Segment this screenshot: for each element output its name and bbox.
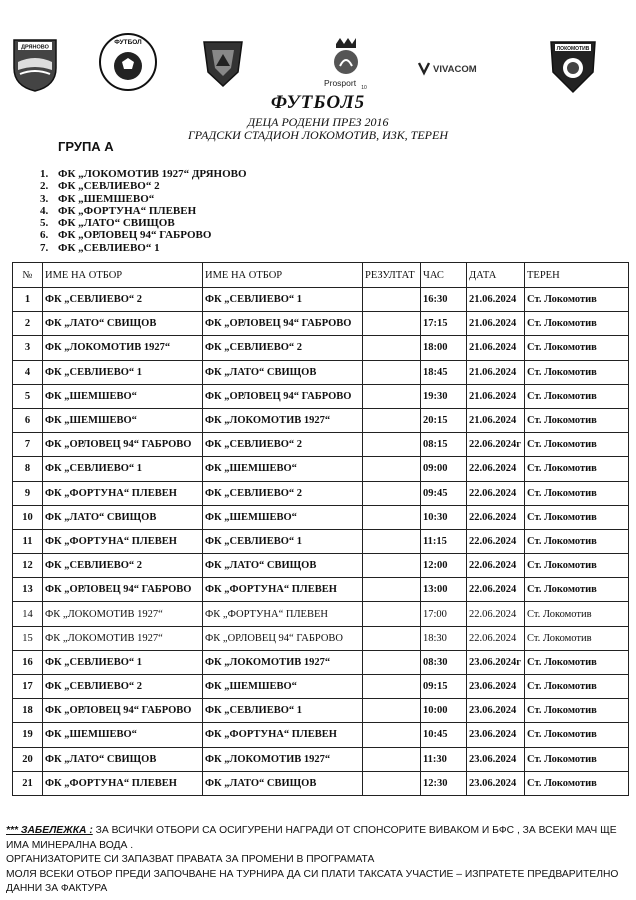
match-date: 22.06.2024г: [467, 433, 525, 457]
team-list-item: [40, 193, 247, 205]
match-venue: Ст. Локомотив: [525, 699, 629, 723]
match-venue: Ст. Локомотив: [525, 505, 629, 529]
match-venue: Ст. Локомотив: [525, 433, 629, 457]
match-result[interactable]: [363, 675, 421, 699]
home-team: ФК „ЛАТО“ СВИЩОВ: [43, 747, 203, 771]
team-number: 5.: [40, 217, 49, 230]
team-list-item: [40, 229, 247, 241]
home-team: ФК „ЛАТО“ СВИЩОВ: [43, 505, 203, 529]
away-team: ФК „ЛОКОМОТИВ 1927“: [203, 408, 363, 432]
match-number: 8: [13, 457, 43, 481]
match-result[interactable]: [363, 288, 421, 312]
home-team: ФК „ЛОКОМОТИВ 1927“: [43, 602, 203, 626]
svg-text:ЛОКОМОТИВ: ЛОКОМОТИВ: [556, 45, 590, 52]
team-name: ФК „СЕВЛИЕВО“ 1: [58, 241, 160, 254]
match-number: 17: [13, 675, 43, 699]
away-team: ФК „СЕВЛИЕВО“ 2: [203, 433, 363, 457]
match-number: 14: [13, 602, 43, 626]
table-row: [13, 481, 629, 505]
match-venue: Ст. Локомотив: [525, 288, 629, 312]
match-number: 2: [13, 312, 43, 336]
table-row: [13, 747, 629, 771]
away-team: ФК „СЕВЛИЕВО“ 1: [203, 288, 363, 312]
schedule-table: [12, 262, 629, 796]
match-number: 13: [13, 578, 43, 602]
match-venue: Ст. Локомотив: [525, 360, 629, 384]
match-number: 12: [13, 554, 43, 578]
match-time: 13:00: [421, 578, 467, 602]
match-number: 16: [13, 650, 43, 674]
match-time: 18:00: [421, 336, 467, 360]
match-number: 1: [13, 288, 43, 312]
match-number: 4: [13, 360, 43, 384]
home-team: ФК „ОРЛОВЕЦ 94“ ГАБРОВО: [43, 578, 203, 602]
match-date: 23.06.2024: [467, 675, 525, 699]
match-time: 08:15: [421, 433, 467, 457]
vivacom-logo: [415, 60, 505, 76]
team-list-item: [40, 205, 247, 217]
team-name: ФК „ЛОКОМОТИВ 1927“ ДРЯНОВО: [58, 168, 247, 180]
match-time: 18:30: [421, 626, 467, 650]
match-date: 21.06.2024: [467, 408, 525, 432]
note-lead: *** ЗАБЕЛЕЖКА :: [6, 825, 93, 836]
dryanovo-crest-logo: [10, 34, 60, 92]
home-team: ФК „СЕВЛИЕВО“ 1: [43, 457, 203, 481]
match-venue: Ст. Локомотив: [525, 408, 629, 432]
team-number: 7.: [40, 241, 49, 254]
table-row: [13, 529, 629, 553]
team-list-item: [40, 168, 247, 180]
match-result[interactable]: [363, 505, 421, 529]
match-number: 21: [13, 771, 43, 795]
home-team: ФК „ШЕМШЕВО“: [43, 408, 203, 432]
svg-text:10: 10: [361, 85, 367, 91]
match-number: 18: [13, 699, 43, 723]
team-number: 2.: [40, 180, 49, 193]
match-date: 23.06.2024: [467, 699, 525, 723]
home-team: ФК „СЕВЛИЕВО“ 1: [43, 650, 203, 674]
table-header-row: [13, 263, 629, 288]
team-number: 4.: [40, 204, 49, 217]
match-result[interactable]: [363, 650, 421, 674]
match-time: 16:30: [421, 288, 467, 312]
match-venue: Ст. Локомотив: [525, 602, 629, 626]
match-date: 21.06.2024: [467, 336, 525, 360]
away-team: ФК „ОРЛОВЕЦ 94“ ГАБРОВО: [203, 312, 363, 336]
table-row: [13, 650, 629, 674]
match-result[interactable]: [363, 699, 421, 723]
match-result[interactable]: [363, 602, 421, 626]
col-time: ЧАС: [421, 263, 467, 288]
match-number: 6: [13, 408, 43, 432]
match-result[interactable]: [363, 457, 421, 481]
table-row: [13, 408, 629, 432]
team-number: 1.: [40, 168, 49, 180]
svg-text:ДРЯНОВО: ДРЯНОВО: [21, 44, 49, 51]
team-name: ФК „ФОРТУНА“ ПЛЕВЕН: [58, 204, 197, 217]
match-result[interactable]: [363, 408, 421, 432]
match-date: 23.06.2024: [467, 723, 525, 747]
match-venue: Ст. Локомотив: [525, 384, 629, 408]
away-team: ФК „ШЕМШЕВО“: [203, 505, 363, 529]
match-result[interactable]: [363, 336, 421, 360]
match-time: 17:00: [421, 602, 467, 626]
col-team-away: ИМЕ НА ОТБОР: [203, 263, 363, 288]
away-team: ФК „ЛАТО“ СВИЩОВ: [203, 360, 363, 384]
match-date: 22.06.2024: [467, 626, 525, 650]
page-title: ФУТБОЛ5: [270, 92, 366, 113]
match-time: 19:30: [421, 384, 467, 408]
away-team: ФК „ШЕМШЕВО“: [203, 675, 363, 699]
away-team: ФК „СЕВЛИЕВО“ 1: [203, 699, 363, 723]
match-venue: Ст. Локомотив: [525, 723, 629, 747]
team-name: ФК „ОРЛОВЕЦ 94“ ГАБРОВО: [58, 229, 212, 242]
team-list: [40, 168, 247, 254]
match-result[interactable]: [363, 481, 421, 505]
home-team: ФК „СЕВЛИЕВО“ 2: [43, 675, 203, 699]
match-number: 7: [13, 433, 43, 457]
svg-text:Prosport: Prosport: [323, 78, 357, 88]
match-result[interactable]: [363, 626, 421, 650]
away-team: ФК „ОРЛОВЕЦ 94“ ГАБРОВО: [203, 626, 363, 650]
match-venue: Ст. Локомотив: [525, 554, 629, 578]
away-team: ФК „ОРЛОВЕЦ 94“ ГАБРОВО: [203, 384, 363, 408]
home-team: ФК „СЕВЛИЕВО“ 1: [43, 360, 203, 384]
match-date: 21.06.2024: [467, 360, 525, 384]
home-team: ФК „СЕВЛИЕВО“ 2: [43, 554, 203, 578]
match-date: 22.06.2024: [467, 578, 525, 602]
col-result: РЕЗУЛТАТ: [363, 263, 421, 288]
team-name: ФК „СЕВЛИЕВО“ 2: [58, 180, 160, 193]
team-name: ФК „ЛАТО“ СВИЩОВ: [58, 217, 175, 230]
match-date: 21.06.2024: [467, 288, 525, 312]
match-date: 21.06.2024: [467, 384, 525, 408]
table-row: [13, 288, 629, 312]
match-number: 11: [13, 529, 43, 553]
home-team: ФК „ФОРТУНА“ ПЛЕВЕН: [43, 481, 203, 505]
match-date: 23.06.2024: [467, 771, 525, 795]
team-list-item: [40, 217, 247, 229]
match-venue: Ст. Локомотив: [525, 771, 629, 795]
match-result[interactable]: [363, 384, 421, 408]
match-date: 22.06.2024: [467, 457, 525, 481]
note-line-3: МОЛЯ ВСЕКИ ОТБОР ПРЕДИ ЗАПОЧВАНЕ НА ТУРНИРА ДА СИ ПЛАТИ ТАКСАТА УЧАСТИЕ – ИЗПРАТЕТЕ ПРЕДВАРИТЕЛНО ДАННИ ЗА ФАКТУРА: [6, 868, 619, 894]
match-time: 09:45: [421, 481, 467, 505]
match-number: 15: [13, 626, 43, 650]
home-team: ФК „ШЕМШЕВО“: [43, 384, 203, 408]
home-team: ФК „ЛАТО“ СВИЩОВ: [43, 312, 203, 336]
home-team: ФК „ФОРТУНА“ ПЛЕВЕН: [43, 529, 203, 553]
away-team: ФК „ЛОКОМОТИВ 1927“: [203, 650, 363, 674]
team-list-item: [40, 180, 247, 192]
match-venue: Ст. Локомотив: [525, 626, 629, 650]
lokomotiv-logo: [547, 38, 599, 94]
match-result[interactable]: [363, 723, 421, 747]
match-result[interactable]: [363, 771, 421, 795]
match-number: 20: [13, 747, 43, 771]
match-date: 23.06.2024: [467, 747, 525, 771]
match-time: 08:30: [421, 650, 467, 674]
team-list-item: [40, 242, 247, 254]
match-time: 09:15: [421, 675, 467, 699]
match-time: 11:30: [421, 747, 467, 771]
table-row: [13, 336, 629, 360]
table-row: [13, 626, 629, 650]
match-time: 17:15: [421, 312, 467, 336]
away-team: ФК „ШЕМШЕВО“: [203, 457, 363, 481]
sponsor-logos: [0, 34, 636, 92]
match-date: 22.06.2024: [467, 554, 525, 578]
match-venue: Ст. Локомотив: [525, 336, 629, 360]
note-line-2: ОРГАНИЗАТОРИТЕ СИ ЗАПАЗВАТ ПРАВАТА ЗА ПРОМЕНИ В ПРОГРАМАТА: [6, 854, 375, 865]
match-venue: Ст. Локомотив: [525, 747, 629, 771]
match-result[interactable]: [363, 554, 421, 578]
match-venue: Ст. Локомотив: [525, 578, 629, 602]
home-team: ФК „ОРЛОВЕЦ 94“ ГАБРОВО: [43, 433, 203, 457]
svg-text:ФУТБОЛ: ФУТБОЛ: [114, 39, 142, 46]
match-time: 12:00: [421, 554, 467, 578]
away-team: ФК „ФОРТУНА“ ПЛЕВЕН: [203, 723, 363, 747]
match-result[interactable]: [363, 529, 421, 553]
col-number: №: [13, 263, 43, 288]
match-time: 10:00: [421, 699, 467, 723]
away-team: ФК „ЛОКОМОТИВ 1927“: [203, 747, 363, 771]
table-row: [13, 699, 629, 723]
home-team: ФК „ШЕМШЕВО“: [43, 723, 203, 747]
match-time: 10:30: [421, 505, 467, 529]
match-date: 22.06.2024: [467, 481, 525, 505]
table-row: [13, 433, 629, 457]
table-row: [13, 675, 629, 699]
home-team: ФК „ОРЛОВЕЦ 94“ ГАБРОВО: [43, 699, 203, 723]
table-row: [13, 384, 629, 408]
away-team: ФК „ЛАТО“ СВИЩОВ: [203, 554, 363, 578]
table-row: [13, 505, 629, 529]
match-venue: Ст. Локомотив: [525, 675, 629, 699]
match-date: 22.06.2024: [467, 505, 525, 529]
away-team: ФК „СЕВЛИЕВО“ 2: [203, 336, 363, 360]
match-result[interactable]: [363, 360, 421, 384]
col-venue: ТЕРЕН: [525, 263, 629, 288]
match-number: 9: [13, 481, 43, 505]
match-result[interactable]: [363, 747, 421, 771]
away-team: ФК „СЕВЛИЕВО“ 2: [203, 481, 363, 505]
match-time: 09:00: [421, 457, 467, 481]
col-date: ДАТА: [467, 263, 525, 288]
match-number: 5: [13, 384, 43, 408]
table-row: [13, 723, 629, 747]
home-team: ФК „ЛОКОМОТИВ 1927“: [43, 626, 203, 650]
home-team: ФК „ЛОКОМОТИВ 1927“: [43, 336, 203, 360]
team-number: 6.: [40, 229, 49, 242]
away-team: ФК „СЕВЛИЕВО“ 1: [203, 529, 363, 553]
team-name: ФК „ШЕМШЕВО“: [58, 192, 155, 205]
home-team: ФК „ФОРТУНА“ ПЛЕВЕН: [43, 771, 203, 795]
table-row: [13, 312, 629, 336]
match-date: 22.06.2024: [467, 529, 525, 553]
table-row: [13, 457, 629, 481]
match-date: 23.06.2024г: [467, 650, 525, 674]
match-venue: Ст. Локомотив: [525, 481, 629, 505]
note-block: [6, 824, 632, 897]
match-number: 3: [13, 336, 43, 360]
match-time: 18:45: [421, 360, 467, 384]
match-number: 19: [13, 723, 43, 747]
match-time: 12:30: [421, 771, 467, 795]
col-team-home: ИМЕ НА ОТБОР: [43, 263, 203, 288]
match-time: 11:15: [421, 529, 467, 553]
group-label: ГРУПА А: [58, 139, 114, 154]
match-result[interactable]: [363, 433, 421, 457]
away-team: ФК „ФОРТУНА“ ПЛЕВЕН: [203, 602, 363, 626]
team-number: 3.: [40, 192, 49, 205]
away-team: ФК „ЛАТО“ СВИЩОВ: [203, 771, 363, 795]
match-result[interactable]: [363, 578, 421, 602]
football-union-logo: [98, 32, 158, 92]
home-team: ФК „СЕВЛИЕВО“ 2: [43, 288, 203, 312]
table-row: [13, 578, 629, 602]
page-subtitle: ДЕЦА РОДЕНИ ПРЕЗ 2016: [247, 115, 389, 129]
table-row: [13, 360, 629, 384]
match-date: 22.06.2024: [467, 602, 525, 626]
match-venue: Ст. Локомотив: [525, 457, 629, 481]
match-venue: Ст. Локомотив: [525, 529, 629, 553]
venue-line: ГРАДСКИ СТАДИОН ЛОКОМОТИВ, ИЗК, ТЕРЕН: [187, 128, 449, 142]
match-time: 10:45: [421, 723, 467, 747]
table-row: [13, 771, 629, 795]
match-time: 20:15: [421, 408, 467, 432]
prosport-logo: [318, 36, 374, 92]
shield-logo: [200, 38, 246, 88]
table-row: [13, 602, 629, 626]
table-row: [13, 554, 629, 578]
match-number: 10: [13, 505, 43, 529]
match-date: 21.06.2024: [467, 312, 525, 336]
note-line-1: ЗА ВСИЧКИ ОТБОРИ СА ОСИГУРЕНИ НАГРАДИ ОТ СПОНСОРИТЕ ВИВАКОМ И БФС , ЗА ВСЕКИ МАЧ ЩЕ ИМА МИНЕРАЛНА ВОДА .: [6, 825, 617, 851]
match-result[interactable]: [363, 312, 421, 336]
away-team: ФК „ФОРТУНА“ ПЛЕВЕН: [203, 578, 363, 602]
match-venue: Ст. Локомотив: [525, 650, 629, 674]
svg-text:VIVACOM: VIVACOM: [433, 64, 477, 75]
match-venue: Ст. Локомотив: [525, 312, 629, 336]
